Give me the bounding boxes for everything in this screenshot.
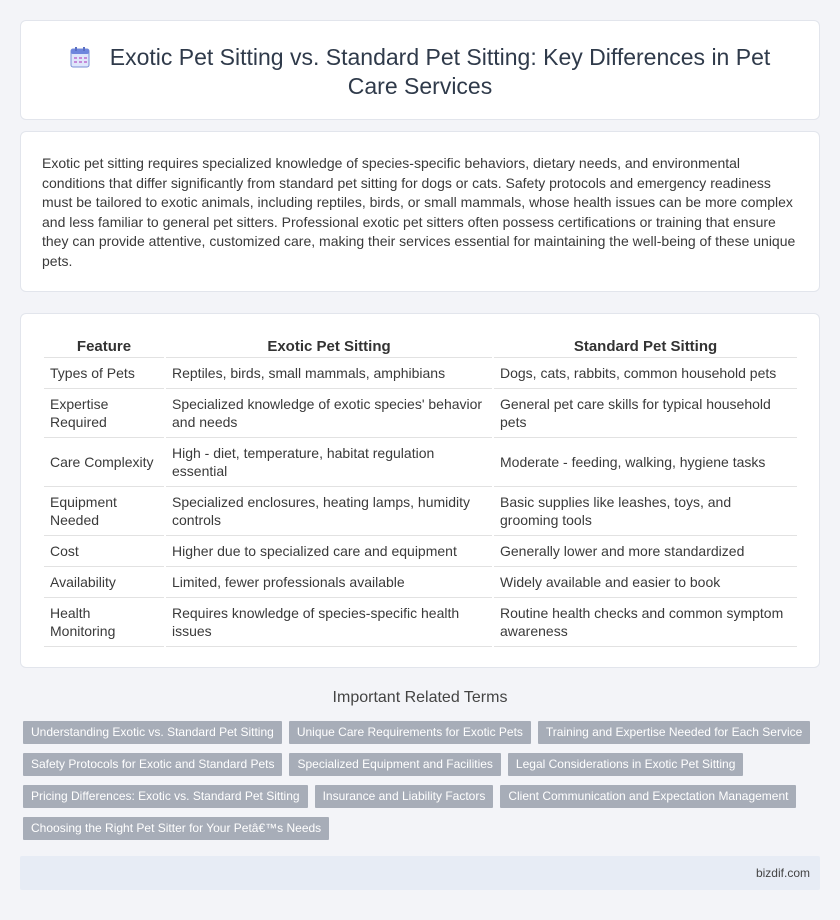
table-row (44, 438, 797, 487)
page-title-wrap (61, 43, 779, 101)
related-term-tag[interactable]: Pricing Differences: Exotic vs. Standard Pet Sitting (23, 785, 308, 808)
related-term-tag[interactable]: Legal Considerations in Exotic Pet Sitting (508, 753, 743, 776)
related-term-tag[interactable]: Unique Care Requirements for Exotic Pets (289, 721, 531, 744)
table-cell: Widely available and easier to book (494, 567, 797, 598)
calendar-icon (70, 46, 90, 68)
related-term-tag[interactable]: Understanding Exotic vs. Standard Pet Sitting (23, 721, 282, 744)
related-term-tag[interactable]: Specialized Equipment and Facilities (289, 753, 500, 776)
table-cell: Moderate - feeding, walking, hygiene tasks (494, 438, 797, 487)
table-cell: Expertise Required (44, 389, 164, 438)
related-term-tag[interactable]: Training and Expertise Needed for Each Service (538, 721, 810, 744)
comparison-table-card (20, 313, 820, 668)
related-term-tag[interactable]: Client Communication and Expectation Management (500, 785, 796, 808)
table-cell: Dogs, cats, rabbits, common household pets (494, 358, 797, 389)
table-cell: Equipment Needed (44, 487, 164, 536)
table-row (44, 487, 797, 536)
intro-paragraph: Exotic pet sitting requires specialized knowledge of species-specific behaviors, dietary needs, and environmental conditions that differ significantly from standard pet sitting for dogs or cats. Safety protocols and emergency readiness must be tailored to exotic animals, including reptiles, birds, or small mammals, whose health issues can be more complex and less familiar to general pet sitters. Professional exotic pet sitters often possess certifications or training that ensure they can provide attentive, customized care, making their services essential for maintaining the well-being of these unique pets. (42, 155, 796, 269)
table-cell: Cost (44, 536, 164, 567)
header-exotic: Exotic Pet Sitting (166, 335, 492, 358)
table-cell: Reptiles, birds, small mammals, amphibians (166, 358, 492, 389)
footer (20, 856, 820, 890)
related-terms-title: Important Related Terms (332, 689, 508, 706)
related-term-tag[interactable]: Safety Protocols for Exotic and Standard Pets (23, 753, 282, 776)
header-feature: Feature (44, 335, 164, 358)
table-cell: General pet care skills for typical household pets (494, 389, 797, 438)
table-cell: Requires knowledge of species-specific health issues (166, 598, 492, 647)
table-cell: Types of Pets (44, 358, 164, 389)
table-cell: Specialized knowledge of exotic species' behavior and needs (166, 389, 492, 438)
table-cell: Higher due to specialized care and equipment (166, 536, 492, 567)
related-terms-list (23, 721, 813, 840)
table-row (44, 598, 797, 647)
table-cell: Care Complexity (44, 438, 164, 487)
intro-card (20, 131, 820, 292)
related-term-tag[interactable]: Choosing the Right Pet Sitter for Your Petâ€™s Needs (23, 817, 329, 840)
table-cell: Routine health checks and common symptom awareness (494, 598, 797, 647)
related-term-tag[interactable]: Insurance and Liability Factors (315, 785, 494, 808)
table-row (44, 536, 797, 567)
table-cell: Specialized enclosures, heating lamps, humidity controls (166, 487, 492, 536)
table-row (44, 358, 797, 389)
table-cell: Limited, fewer professionals available (166, 567, 492, 598)
table-cell: Generally lower and more standardized (494, 536, 797, 567)
comparison-table (42, 335, 799, 647)
table-row (44, 389, 797, 438)
header-card (20, 20, 820, 120)
table-cell: High - diet, temperature, habitat regulation essential (166, 438, 492, 487)
table-header-row (44, 335, 797, 358)
table-cell: Availability (44, 567, 164, 598)
table-row (44, 567, 797, 598)
table-cell: Health Monitoring (44, 598, 164, 647)
table-cell: Basic supplies like leashes, toys, and grooming tools (494, 487, 797, 536)
footer-brand[interactable]: bizdif.com (755, 866, 810, 880)
page-title: Exotic Pet Sitting vs. Standard Pet Sitting: Key Differences in Pet Care Services (109, 44, 771, 99)
header-standard: Standard Pet Sitting (494, 335, 797, 358)
